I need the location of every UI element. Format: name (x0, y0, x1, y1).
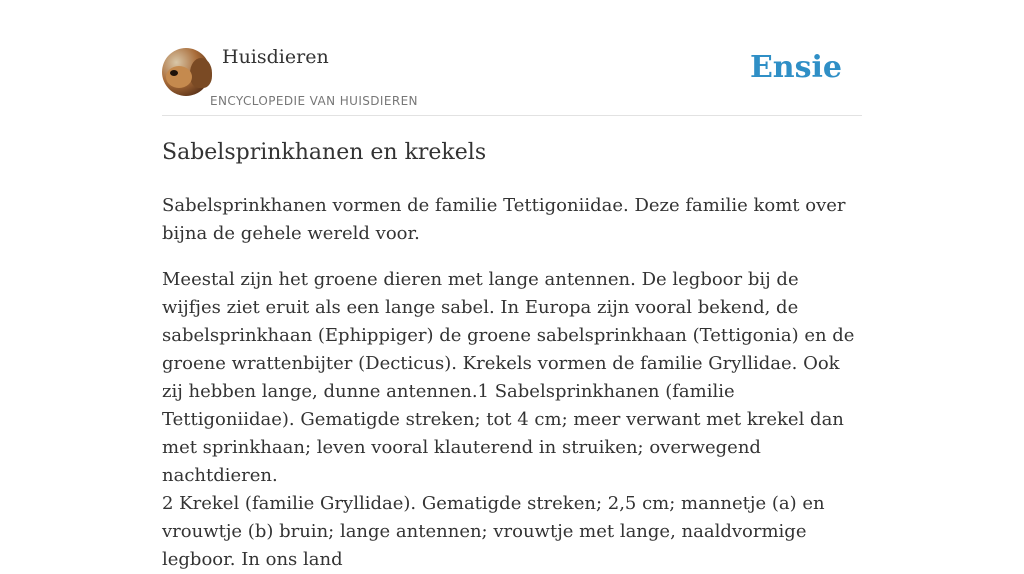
avatar-nose (170, 70, 178, 76)
article-title: Sabelsprinkhanen en krekels (162, 140, 487, 165)
article-paragraph (162, 266, 862, 574)
article-paragraph-text: Meestal zijn het groene dieren met lange antennen. De legboor bij de wijfjes ziet eruit als een lange sabel. In Europa zijn vooral bekend, de sabelsprinkhaan (Ephippiger) de groene sabelsprinkhaan (Tettigonia) en de groene wrattenbijter (Decticus). Krekels vormen de familie Gryllidae. Ook zij hebben lange, dunne antennen.1 Sabelsprinkhanen (familie Tettigoniidae). Gematigde streken; tot 4 cm; meer verwant met krekel dan met sprinkhaan; leven vooral klauterend in struiken; overwegend nachtdieren. (162, 269, 855, 486)
avatar-snout (166, 66, 192, 88)
article-body (162, 192, 862, 574)
article-paragraph-text: 2 Krekel (familie Gryllidae). Gematigde streken; 2,5 cm; mannetje (a) en vrouwtje (b) bruin; lange antennen; vrouwtje met lange, naaldvormige legboor. In ons land (162, 493, 825, 570)
site-tagline: ENCYCLOPEDIE VAN HUISDIEREN (210, 94, 418, 108)
site-name-link[interactable]: Huisdieren (222, 46, 329, 68)
dog-photo-icon[interactable] (162, 48, 210, 96)
site-header (162, 44, 862, 116)
ensie-logo-link[interactable]: Ensie (749, 50, 842, 85)
article-paragraph: Sabelsprinkhanen vormen de familie Tettigoniidae. Deze familie komt over bijna de gehele wereld voor. (162, 195, 846, 244)
avatar-ear (190, 58, 212, 88)
